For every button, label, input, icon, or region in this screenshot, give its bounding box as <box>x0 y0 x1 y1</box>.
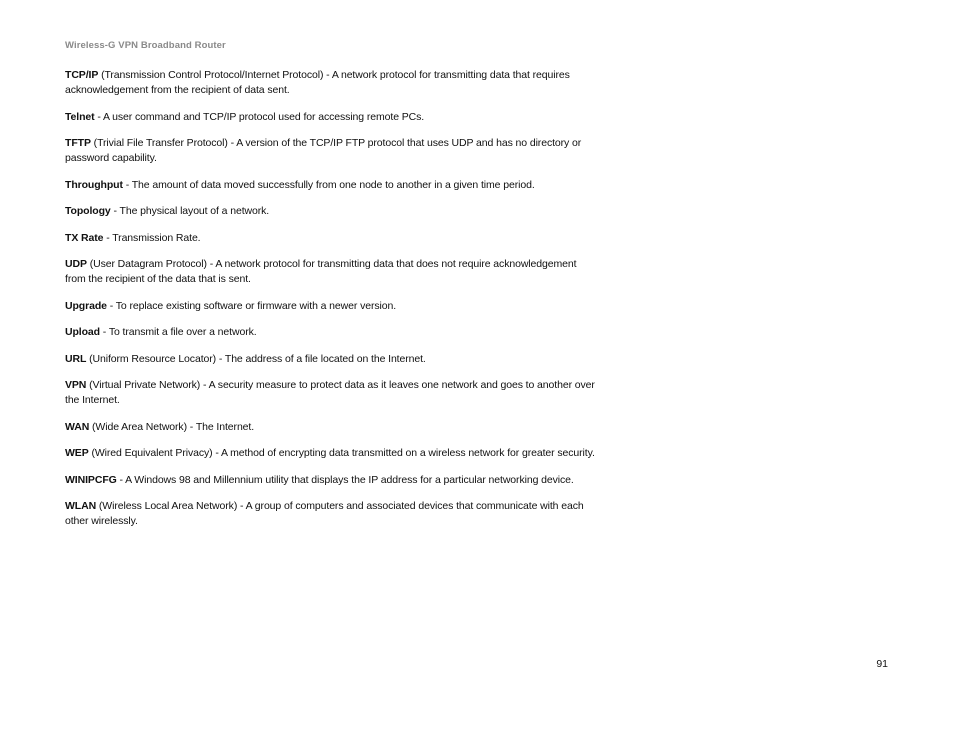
glossary-definition: - The amount of data moved successfully from one node to another in a given time period. <box>122 178 535 191</box>
glossary-term: Telnet <box>65 110 95 123</box>
glossary-entry-telnet <box>65 110 595 125</box>
glossary-term: WINIPCFG <box>65 473 117 486</box>
glossary-term: WLAN <box>65 500 97 512</box>
glossary-entry-tftp <box>65 136 595 166</box>
glossary-definition: - Transmission Rate. <box>103 231 201 244</box>
glossary-term: Upgrade <box>65 299 107 312</box>
glossary-entry-wan <box>65 420 595 435</box>
glossary-term: TCP/IP <box>65 69 99 81</box>
glossary-definition: (Trivial File Transfer Protocol) - A version of the TCP/IP FTP protocol that uses UDP and has no directory or password capability. <box>65 137 582 164</box>
glossary-term: Upload <box>65 326 100 338</box>
glossary-definition: (Wide Area Network) - The Internet. <box>89 420 255 433</box>
glossary-entry-wep <box>65 446 595 461</box>
glossary-definition: - A user command and TCP/IP protocol used for accessing remote PCs. <box>94 110 425 123</box>
glossary-definition: - To transmit a file over a network. <box>99 326 257 338</box>
glossary-definition: - A Windows 98 and Millennium utility that displays the IP address for a particular networking device. <box>116 473 574 486</box>
glossary-definition: (Uniform Resource Locator) - The address of a file located on the Internet. <box>86 352 426 365</box>
glossary-entry-tcp-ip <box>65 68 595 98</box>
glossary-definition: - The physical layout of a network. <box>110 205 270 217</box>
glossary-entry-url <box>65 352 595 367</box>
glossary-entry-winipcfg <box>65 473 595 488</box>
glossary-term: Topology <box>65 205 111 217</box>
glossary-definition: (Transmission Control Protocol/Internet Protocol) - A network protocol for transmitting data that requires acknowledgement from the recipient of data sent. <box>65 69 570 96</box>
glossary-definition: (Virtual Private Network) - A security measure to protect data as it leaves one network and goes to another over the Internet. <box>65 379 595 406</box>
glossary-term: TFTP <box>65 137 91 149</box>
glossary-term: Throughput <box>65 178 123 191</box>
page-number: 91 <box>876 658 888 670</box>
glossary-definition: (Wired Equivalent Privacy) - A method of encrypting data transmitted on a wireless network for greater security. <box>88 447 595 459</box>
glossary-entry-topology <box>65 204 595 219</box>
glossary-definition: (Wireless Local Area Network) - A group of computers and associated devices that communicate with each other wirelessly. <box>65 500 584 527</box>
glossary-term: WAN <box>65 420 90 433</box>
glossary-entry-upgrade <box>65 299 595 314</box>
glossary-entry-vpn <box>65 378 595 408</box>
glossary-term: WEP <box>65 447 89 459</box>
glossary-entry-upload <box>65 325 595 340</box>
glossary-definition: (User Datagram Protocol) - A network protocol for transmitting data that does not require acknowledgement from the recipient of the data that is sent. <box>65 258 577 285</box>
glossary-term: URL <box>65 352 87 365</box>
glossary-list <box>65 68 595 541</box>
glossary-term: TX Rate <box>65 231 104 244</box>
glossary-entry-tx-rate <box>65 231 595 246</box>
glossary-term: UDP <box>65 258 87 270</box>
glossary-term: VPN <box>65 379 87 391</box>
glossary-entry-wlan <box>65 499 595 529</box>
glossary-entry-throughput <box>65 178 595 193</box>
running-header: Wireless-G VPN Broadband Router <box>65 40 226 51</box>
glossary-entry-udp <box>65 257 595 287</box>
glossary-definition: - To replace existing software or firmware with a newer version. <box>106 299 397 312</box>
